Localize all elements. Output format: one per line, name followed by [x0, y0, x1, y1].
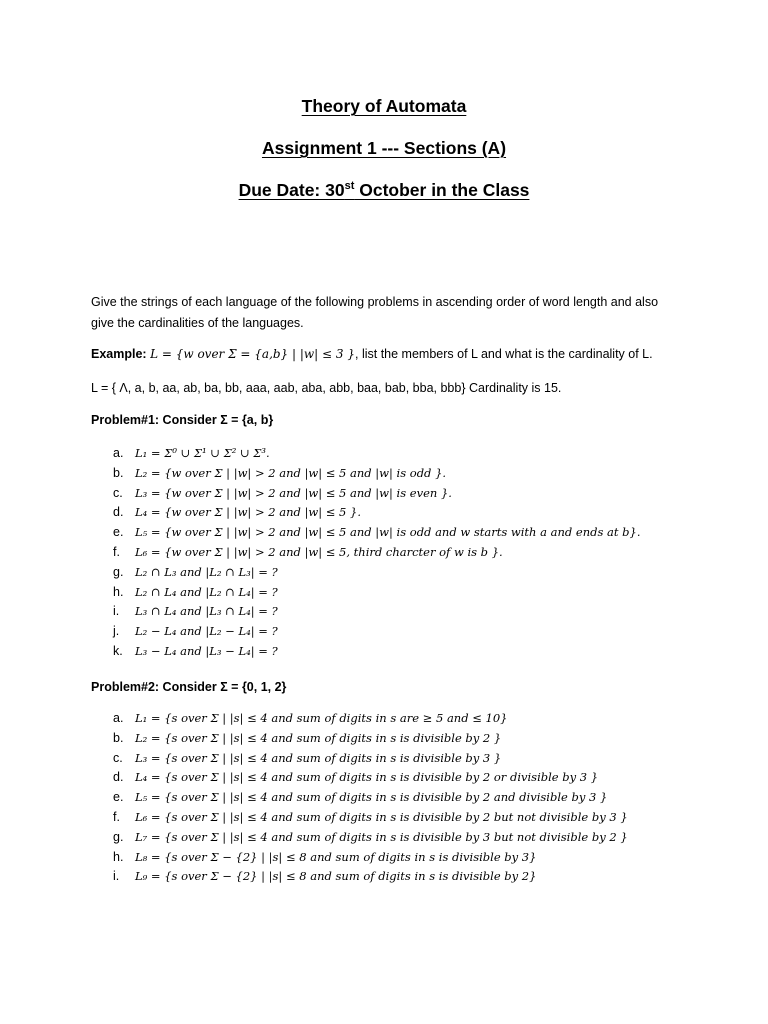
item-label: g.	[113, 564, 124, 579]
due-date-heading	[0, 180, 768, 201]
item-expression: L₂ = {w over Σ | |w| > 2 and |w| ≤ 5 and |w| is odd }.	[135, 465, 447, 480]
item-expression: L₁ = {s over Σ | |s| ≤ 4 and sum of digits in s are ≥ 5 and ≤ 10}	[135, 711, 508, 725]
item-expression: L₅ = {s over Σ | |s| ≤ 4 and sum of digits in s is divisible by 2 and divisible by 3 }	[135, 790, 608, 805]
due-date-prefix: Due Date: 30	[238, 180, 345, 200]
problem1-item	[113, 444, 641, 464]
item-label: h.	[113, 584, 124, 599]
item-expression: L₄ = {s over Σ | |s| ≤ 4 and sum of digits in s is divisible by 2 or divisible by 3 }	[135, 770, 599, 785]
problem1-item	[113, 642, 641, 662]
problem2-item	[113, 848, 628, 868]
problem1-title: Problem#1: Consider Σ = {a, b}	[91, 413, 274, 427]
item-expression: L₂ − L₄ and |L₂ − L₄| = ?	[135, 624, 278, 639]
problem1-item	[113, 563, 641, 583]
instructions-line-1: Give the strings of each language of the following problems in ascending order of word length and also	[91, 295, 659, 309]
problem1-item	[113, 484, 641, 504]
example-line	[91, 344, 731, 365]
document-title: Theory of Automata	[301, 96, 467, 116]
item-expression: L₅ = {w over Σ | |w| > 2 and |w| ≤ 5 and |w| is odd and w starts with a and ends at b}.	[135, 525, 641, 540]
example-answer: L = { Λ, a, b, aa, ab, ba, bb, aaa, aab, aba, abb, baa, bab, bba, bbb} Cardinality is 15.	[91, 381, 562, 395]
problem1-item	[113, 543, 641, 563]
item-label: j.	[113, 624, 120, 639]
item-label: i.	[113, 869, 120, 884]
item-expression: L₈ = {s over Σ − {2} | |s| ≤ 8 and sum of digits in s is divisible by 3}	[135, 849, 537, 864]
problem1-item	[113, 464, 641, 484]
due-date-suffix: October in the Class	[354, 180, 530, 200]
item-label: g.	[113, 829, 124, 844]
item-label: b.	[113, 465, 124, 480]
item-label: e.	[113, 790, 124, 805]
item-label: e.	[113, 525, 124, 540]
item-expression: L₆ = {s over Σ | |s| ≤ 4 and sum of digits in s is divisible by 2 but not divisible by 3 }	[135, 809, 628, 824]
assignment-heading: Assignment 1 --- Sections (A)	[261, 138, 507, 158]
item-expression: L₂ ∩ L₄ and |L₂ ∩ L₄| = ?	[135, 584, 278, 599]
problem1-item	[113, 503, 641, 523]
item-expression: L₃ ∩ L₄ and |L₃ ∩ L₄| = ?	[135, 604, 278, 619]
problem2-item	[113, 808, 628, 828]
problem2-item	[113, 729, 628, 749]
item-label: b.	[113, 730, 124, 745]
item-expression: L₄ = {w over Σ | |w| > 2 and |w| ≤ 5 }.	[135, 505, 361, 520]
item-label: f.	[113, 544, 120, 559]
item-expression: L₃ = {w over Σ | |w| > 2 and |w| ≤ 5 and |w| is even }.	[135, 485, 452, 500]
problem2-item	[113, 709, 628, 729]
item-label: i.	[113, 604, 120, 619]
item-expression: L₁ = Σ⁰ ∪ Σ¹ ∪ Σ² ∪ Σ³.	[135, 446, 270, 460]
item-expression: L₃ − L₄ and |L₃ − L₄| = ?	[135, 643, 278, 658]
problem1-item	[113, 523, 641, 543]
item-expression: L₆ = {w over Σ | |w| > 2 and |w| ≤ 5, third charcter of w is b }.	[135, 544, 503, 559]
problem1-list	[113, 444, 641, 662]
item-label: a.	[113, 446, 124, 460]
item-label: d.	[113, 770, 124, 785]
item-label: h.	[113, 849, 124, 864]
due-date-ordinal: st	[344, 180, 355, 193]
problem2-item	[113, 867, 628, 887]
example-text: , list the members of L and what is the cardinality of L.	[355, 347, 653, 361]
problem2-list	[113, 709, 628, 887]
item-label: k.	[113, 643, 123, 658]
item-expression: L₃ = {s over Σ | |s| ≤ 4 and sum of digits in s is divisible by 3 }	[135, 750, 502, 765]
item-expression: L₂ ∩ L₃ and |L₂ ∩ L₃| = ?	[135, 564, 278, 579]
item-expression: L₉ = {s over Σ − {2} | |s| ≤ 8 and sum of digits in s is divisible by 2}	[135, 869, 537, 884]
item-label: d.	[113, 505, 124, 520]
item-expression: L₂ = {s over Σ | |s| ≤ 4 and sum of digits in s is divisible by 2 }	[135, 730, 502, 745]
instructions	[91, 292, 691, 334]
problem2-item	[113, 828, 628, 848]
item-label: c.	[113, 485, 123, 500]
problem2-item	[113, 749, 628, 769]
item-label: f.	[113, 809, 120, 824]
problem1-item	[113, 602, 641, 622]
problem2-item	[113, 768, 628, 788]
example-math: L = {w over Σ = {a,b} | |w| ≤ 3 }	[150, 347, 355, 361]
item-expression: L₇ = {s over Σ | |s| ≤ 4 and sum of digits in s is divisible by 3 but not divisible by 2 }	[135, 829, 628, 844]
problem1-item	[113, 583, 641, 603]
problem2-item	[113, 788, 628, 808]
problem2-title: Problem#2: Consider Σ = {0, 1, 2}	[91, 680, 287, 694]
problem1-item	[113, 622, 641, 642]
example-label: Example:	[91, 347, 147, 361]
item-label: a.	[113, 711, 124, 725]
item-label: c.	[113, 750, 123, 765]
instructions-line-2: give the cardinalities of the languages.	[91, 316, 304, 330]
